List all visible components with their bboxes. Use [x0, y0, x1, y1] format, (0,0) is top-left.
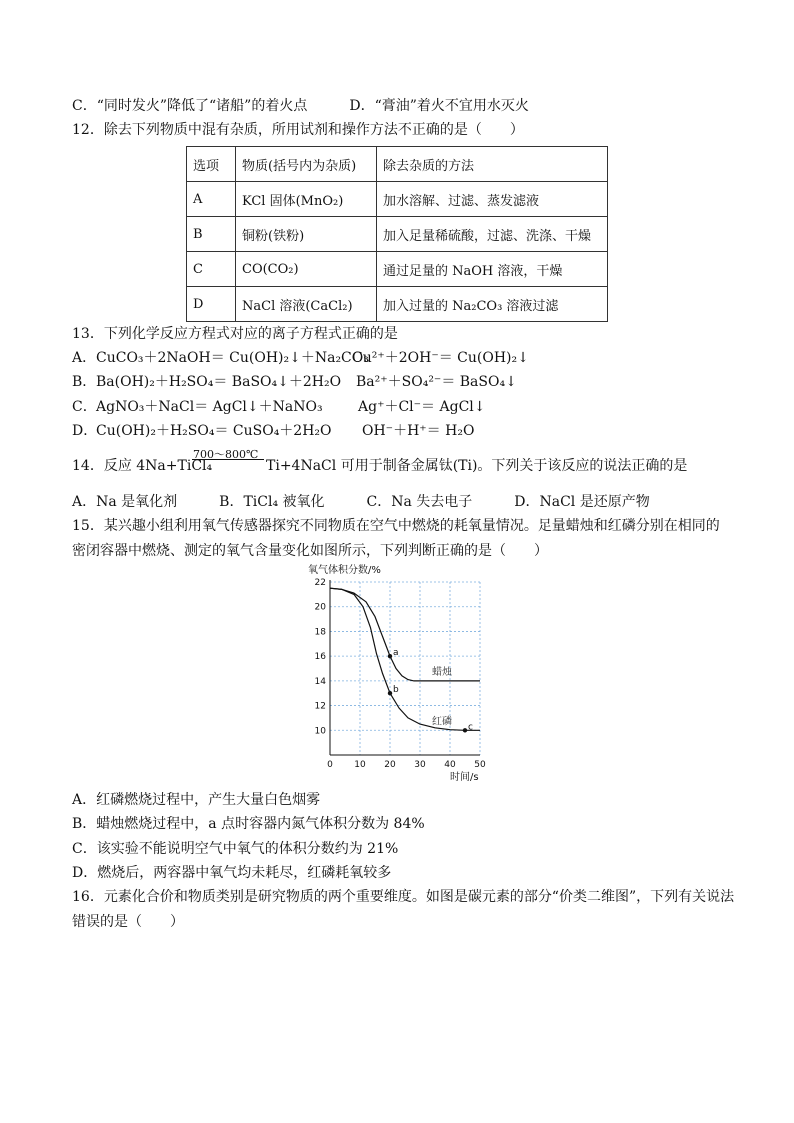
q11-options: C．“同时发火”降低了“诸船”的着火点 D．“膏油”着火不宜用水灭火: [72, 98, 529, 114]
chart-axes: [330, 580, 480, 755]
table-cell-substance: KCl 固体(MnO₂): [236, 182, 377, 217]
table-header-row: [187, 147, 608, 182]
q13-ionic-equation: Ag⁺＋Cl⁻＝ AgCl↓: [358, 399, 486, 415]
table-row: [187, 217, 608, 252]
table-row: [187, 287, 608, 322]
y-tick-label: 16: [314, 652, 326, 663]
table-cell-method: 加水溶解、过滤、蒸发滤液: [377, 182, 608, 217]
table-row: [187, 252, 608, 287]
q13-equation: AgNO₃＋NaCl＝ AgCl↓＋NaNO₃: [96, 399, 323, 415]
table-cell-option: D: [187, 287, 236, 322]
q14-options: A．Na 是氧化剂 B．TiCl₄ 被氧化 C．Na 失去电子 D．NaCl 是还原产物: [72, 494, 650, 510]
table-cell-substance: 铜粉(铁粉): [236, 217, 377, 252]
q15-option-c: C．该实验不能说明空气中氧气的体积分数约为 21%: [72, 841, 399, 857]
q15-stem-line2: 密闭容器中燃烧、测定的氧气含量变化如图所示，下列判断正确的是（ ）: [72, 543, 548, 559]
table-header-cell: 物质(括号内为杂质): [236, 147, 377, 182]
q13-ionic-equation: Cu²⁺＋2OH⁻＝ Cu(OH)₂↓: [352, 350, 529, 366]
oxygen-content-chart: [300, 562, 500, 784]
table-cell-method: 加入过量的 Na₂CO₃ 溶液过滤: [377, 287, 608, 322]
x-tick-label: 10: [354, 760, 366, 770]
table-cell-option: B: [187, 217, 236, 252]
chart-ylabel: 氧气体积分数/%: [308, 565, 381, 576]
q13-ionic-equation: Ba²⁺＋SO₄²⁻＝ BaSO₄↓: [356, 374, 517, 390]
q13-ionic-equation: OH⁻＋H⁺＝ H₂O: [362, 423, 475, 439]
table-header-cell: 选项: [187, 147, 236, 182]
data-point: [388, 654, 392, 658]
data-point-label: a: [393, 648, 399, 659]
q12-table: [186, 146, 608, 322]
table-cell-option: C: [187, 252, 236, 287]
q15-stem-line1: 15．某兴趣小组利用氧气传感器探究不同物质在空气中燃烧的耗氧量情况。足量蜡烛和红磷分别在相同的: [72, 518, 720, 534]
q13-option-label: A．: [72, 350, 97, 366]
x-tick-label: 30: [414, 760, 426, 770]
reaction-arrow-line: [192, 459, 264, 460]
series-line: [330, 588, 480, 681]
chart-grid: [330, 582, 480, 755]
y-tick-label: 22: [314, 578, 326, 588]
data-point-label: b: [393, 685, 399, 696]
table-cell-method: 加入足量稀硫酸，过滤、洗涤、干燥: [377, 217, 608, 252]
chart-xlabel: 时间/s: [450, 772, 479, 783]
table-cell-option: A: [187, 182, 236, 217]
table-cell-method: 通过足量的 NaOH 溶液，干燥: [377, 252, 608, 287]
table-header-cell: 除去杂质的方法: [377, 147, 608, 182]
q13-option-label: C．: [72, 399, 97, 415]
series-line: [330, 588, 480, 733]
q16-stem-line2: 错误的是（ ）: [72, 914, 184, 930]
q15-option-b: B．蜡烛燃烧过程中，a 点时容器内氮气体积分数为 84%: [72, 816, 425, 832]
q15-option-a: A．红磷燃烧过程中，产生大量白色烟雾: [72, 792, 321, 808]
chart-points: [388, 648, 473, 732]
data-point: [463, 728, 467, 732]
table-row: [187, 182, 608, 217]
series-label: 红磷: [432, 716, 452, 728]
q12-stem: 12．除去下列物质中混有杂质，所用试剂和操作方法不正确的是（ ）: [72, 122, 524, 138]
q14-stem-prefix: 14．反应 4Na+TiCl₄: [72, 458, 213, 474]
q13-option-label: D．: [72, 423, 98, 439]
table-cell-substance: CO(CO₂): [236, 252, 377, 287]
y-tick-label: 18: [314, 627, 326, 638]
x-tick-label: 40: [444, 760, 456, 770]
q13-option-label: B．: [72, 374, 97, 390]
q16-stem-line1: 16．元素化合价和物质类别是研究物质的两个重要维度。如图是碳元素的部分“价类二维图”，下列有关说法: [72, 889, 735, 905]
data-point: [388, 691, 392, 695]
q13-equation: Cu(OH)₂＋H₂SO₄＝ CuSO₄＋2H₂O: [96, 423, 332, 439]
y-tick-label: 14: [314, 676, 326, 687]
table-cell-substance: NaCl 溶液(CaCl₂): [236, 287, 377, 322]
y-tick-label: 10: [314, 726, 326, 737]
q14-reaction-condition: 700～800℃: [193, 448, 259, 461]
q13-stem: 13．下列化学反应方程式对应的离子方程式正确的是: [72, 326, 398, 342]
y-tick-label: 20: [314, 602, 326, 613]
chart-series: [330, 588, 480, 733]
y-tick-label: 12: [314, 701, 326, 712]
data-point-label: c: [468, 722, 473, 733]
x-tick-label: 50: [474, 760, 486, 770]
x-tick-label: 0: [327, 760, 333, 770]
series-label: 蜡烛: [432, 666, 452, 678]
q15-option-d: D．燃烧后，两容器中氧气均未耗尽，红磷耗氧较多: [72, 865, 392, 881]
q13-equation: Ba(OH)₂＋H₂SO₄＝ BaSO₄↓＋2H₂O: [96, 374, 342, 390]
q14-stem-suffix: Ti+4NaCl 可用于制备金属钛(Ti)。下列关于该反应的说法正确的是: [266, 458, 688, 474]
x-tick-label: 20: [384, 760, 396, 770]
q13-equation: CuCO₃＋2NaOH＝ Cu(OH)₂↓＋Na₂CO₃: [96, 350, 369, 366]
